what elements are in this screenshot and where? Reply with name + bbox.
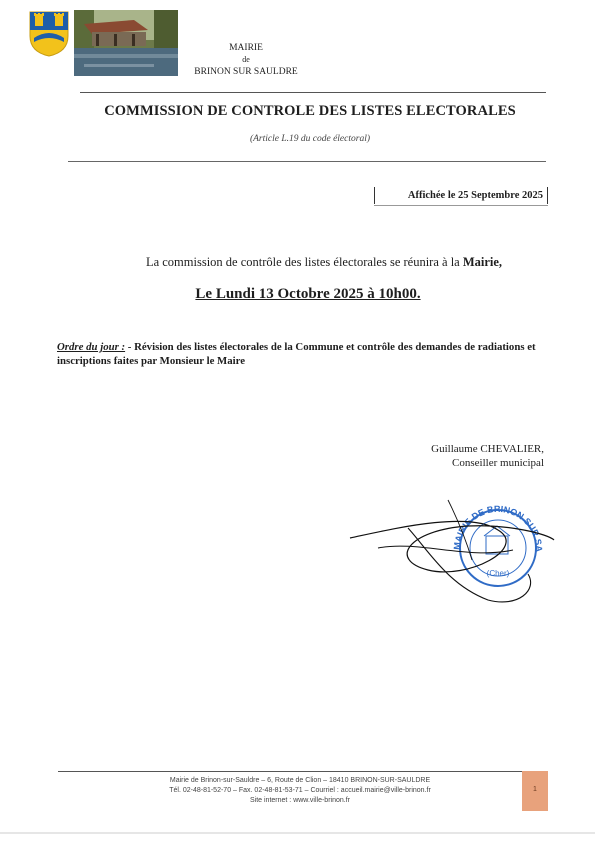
meeting-date: Le Lundi 13 Octobre 2025 à 10h00.: [195, 286, 421, 302]
scan-edge: [0, 832, 595, 834]
mairie-line-2: de: [242, 55, 250, 64]
document-subtitle: (Article L.19 du code électoral): [249, 134, 371, 144]
document-title: COMMISSION DE CONTROLE DES LISTES ELECTORALES: [104, 103, 516, 119]
mairie-line-3: BRINON SUR SAULDRE: [194, 67, 298, 77]
title-rule: [68, 161, 546, 162]
mairie-address-block: [186, 42, 306, 78]
signatory-name: Guillaume CHEVALIER,: [431, 443, 544, 455]
meeting-text: La commission de contrôle des listes électorales se réunira à la: [145, 255, 463, 269]
posted-date-box: Affichée le 25 Septembre 2025: [374, 187, 548, 204]
footer-website: Site internet : www.ville-brinon.fr: [250, 797, 350, 804]
official-stamp-and-signature: [348, 490, 558, 610]
footer-address: Mairie de Brinon-sur-Sauldre – 6, Route de Clion – 18410 BRINON-SUR-SAULDRE: [169, 777, 431, 784]
agenda-label: Ordre du jour :: [57, 341, 126, 353]
header-rule: [80, 92, 546, 93]
coat-of-arms-logo: [28, 10, 70, 58]
meeting-announcement: [60, 255, 588, 270]
lavoir-photo: [74, 10, 178, 76]
page-number: 1: [533, 786, 537, 793]
footer-contact: [110, 776, 490, 806]
footer-rule: [58, 771, 548, 772]
stamp-text: MAIRIE DE BRINON SUR SA: [451, 503, 545, 553]
agenda-paragraph: [57, 340, 547, 368]
agenda-text: - Révision des listes électorales de la Commune et contrôle des demandes de radiations et inscriptions faites par Monsieur le Maire: [57, 341, 536, 367]
mairie-line-1: MAIRIE: [229, 43, 263, 53]
posted-underline: [374, 205, 548, 206]
meeting-place: Mairie,: [462, 255, 503, 269]
footer-phone: Tél. 02-48-81-52-70 – Fax. 02-48-81-53-71 – Courriel : accueil.mairie@ville-brinon.fr: [169, 787, 431, 794]
stamp-dept: (Cher): [486, 569, 510, 578]
signatory-role: Conseiller municipal: [452, 457, 544, 469]
